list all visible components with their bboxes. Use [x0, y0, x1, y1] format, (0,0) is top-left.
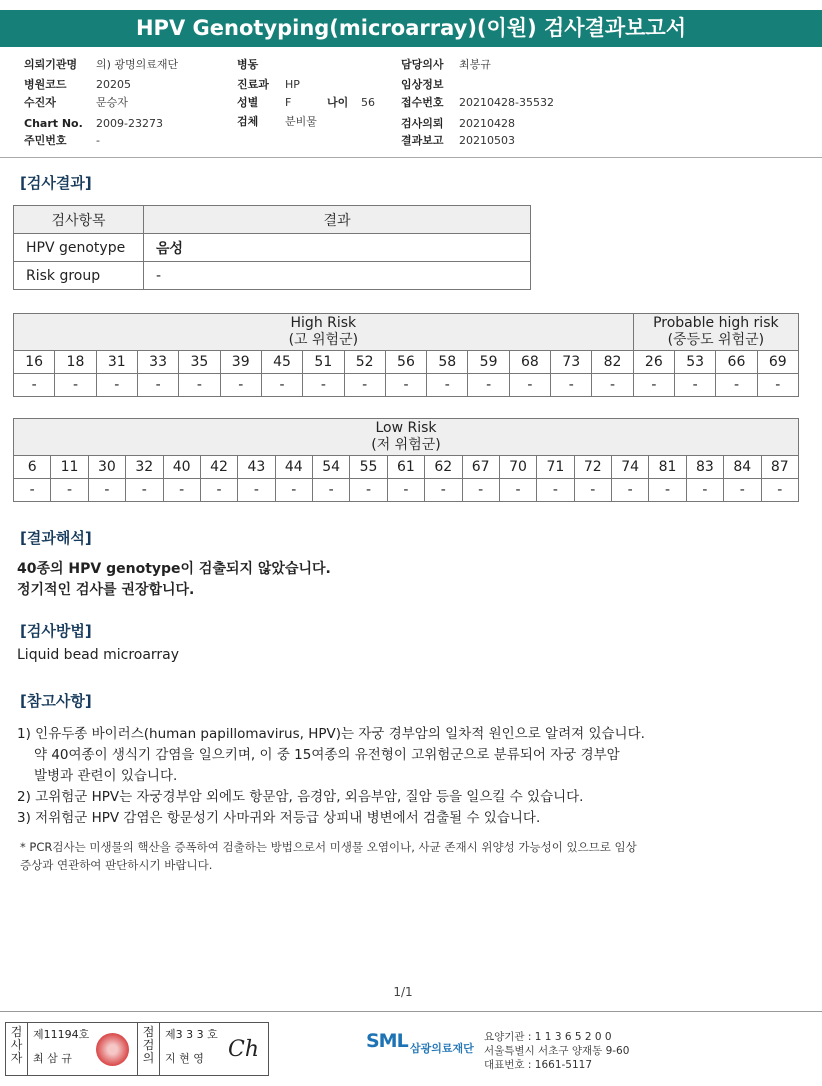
info-item: 임상정보	[401, 78, 444, 91]
interpretation-line: 40종의 HPV genotype이 검출되지 않았습니다.	[17, 561, 331, 577]
hpv-type-cell: 81	[649, 456, 686, 479]
hpv-type-cell: 58	[427, 351, 468, 374]
hpv-result-cell: -	[716, 374, 757, 397]
hpv-result-cell: -	[724, 479, 761, 502]
hpv-type-cell: 82	[592, 351, 633, 374]
hpv-result-cell: -	[509, 374, 550, 397]
result-value: -	[144, 262, 531, 290]
info-item: 검체 분비물	[237, 115, 317, 128]
org-address: 서울특별시 서초구 양재동 9-60	[484, 1045, 630, 1057]
reference-line: 발병과 관련이 있습니다.	[34, 768, 178, 784]
result-value: 음성	[144, 234, 531, 262]
method-text: Liquid bead microarray	[17, 647, 180, 663]
reference-line: 2) 고위험군 HPV는 자궁경부암 외에도 항문암, 음경암, 외음부암, 질암 등을 일으킬 수 있습니다.	[17, 789, 584, 805]
reference-line: 3) 저위험군 HPV 감염은 항문성기 사마귀와 저등급 상피내 병변에서 검출될 수 있습니다.	[17, 810, 541, 826]
hpv-result-cell: -	[649, 479, 686, 502]
hpv-result-cell: -	[468, 374, 509, 397]
signature-box	[5, 1022, 269, 1076]
result-item: Risk group	[14, 262, 144, 290]
hpv-type-cell: 53	[675, 351, 716, 374]
hpv-type-cell: 42	[200, 456, 237, 479]
hpv-type-cell: 84	[724, 456, 761, 479]
hpv-result-cell: -	[51, 479, 88, 502]
table-row	[14, 262, 531, 290]
hpv-result-cell: -	[686, 479, 723, 502]
hpv-type-cell: 66	[716, 351, 757, 374]
column-header: 결과	[144, 206, 531, 234]
info-item: 검사의뢰 20210428	[401, 117, 515, 130]
hpv-type-cell: 83	[686, 456, 723, 479]
hpv-type-cell: 73	[551, 351, 592, 374]
hpv-type-cell: 61	[387, 456, 424, 479]
hpv-result-cell: -	[592, 374, 633, 397]
hpv-type-cell: 44	[275, 456, 312, 479]
info-item: 접수번호 20210428-35532	[401, 96, 554, 109]
hpv-result-cell: -	[499, 479, 536, 502]
hpv-result-cell: -	[385, 374, 426, 397]
column-header: 검사항목	[14, 206, 144, 234]
hpv-result-cell: -	[633, 374, 674, 397]
interpretation-line: 정기적인 검사를 권장합니다.	[17, 582, 195, 598]
hpv-result-cell: -	[14, 374, 55, 397]
hpv-result-cell: -	[126, 479, 163, 502]
interpretation-text	[17, 559, 331, 601]
hpv-result-cell: -	[220, 374, 261, 397]
info-item: 병원코드 20205	[24, 78, 131, 91]
hpv-type-cell: 69	[757, 351, 798, 374]
hpv-result-cell: -	[179, 374, 220, 397]
hpv-result-cell: -	[200, 479, 237, 502]
info-item: 성별 F	[237, 96, 292, 109]
hpv-type-cell: 59	[468, 351, 509, 374]
hpv-type-cell: 74	[612, 456, 649, 479]
hpv-type-cell: 55	[350, 456, 387, 479]
org-code: 요양기관 : 1 1 3 6 5 2 0 0	[484, 1031, 612, 1043]
hpv-type-cell: 51	[303, 351, 344, 374]
hpv-result-cell: -	[757, 374, 798, 397]
hpv-result-cell: -	[238, 479, 275, 502]
hpv-type-cell: 40	[163, 456, 200, 479]
info-item-age: 나이 56	[327, 96, 375, 109]
hpv-result-cell: -	[537, 479, 574, 502]
examiner-info: 제11194호 최 삼 규	[28, 1023, 138, 1075]
hpv-result-cell: -	[88, 479, 125, 502]
hpv-result-cell: -	[350, 479, 387, 502]
info-item: 주민번호 -	[24, 134, 100, 147]
hpv-result-cell: -	[761, 479, 799, 502]
footer-divider	[0, 1011, 822, 1012]
page-number: 1/1	[393, 985, 413, 999]
org-info	[484, 1030, 629, 1072]
hpv-result-cell: -	[344, 374, 385, 397]
hpv-result-cell: -	[427, 374, 468, 397]
hpv-type-cell: 56	[385, 351, 426, 374]
hpv-result-cell: -	[574, 479, 611, 502]
patient-info-panel	[0, 52, 822, 158]
sml-logo-icon: SML	[366, 1030, 408, 1052]
info-item: 진료과 HP	[237, 78, 300, 91]
info-item: 수진자 문승자	[24, 96, 128, 109]
hpv-result-cell: -	[261, 374, 302, 397]
pcr-footnote: * PCR검사는 미생물의 핵산을 증폭하여 검출하는 방법으로서 미생물 오염이나, 사균 존재시 위양성 가능성이 있으므로 임상 증상과 연관하여 판단하시기 바랍니다.	[20, 840, 637, 872]
reference-list	[17, 724, 645, 829]
hpv-type-cell: 39	[220, 351, 261, 374]
result-table	[13, 205, 531, 290]
hpv-type-cell: 70	[499, 456, 536, 479]
org-name: 삼광의료재단	[410, 1042, 474, 1055]
table-row	[14, 234, 531, 262]
hpv-type-cell: 30	[88, 456, 125, 479]
hpv-type-cell: 43	[238, 456, 275, 479]
examiner-label: 검사자	[6, 1023, 28, 1075]
hpv-type-cell: 71	[537, 456, 574, 479]
hpv-type-cell: 62	[425, 456, 462, 479]
hpv-result-cell: -	[137, 374, 178, 397]
org-phone: 대표번호 : 1661-5117	[484, 1059, 593, 1071]
hpv-result-cell: -	[275, 479, 312, 502]
hpv-type-cell: 67	[462, 456, 499, 479]
reference-line: 1) 인유두종 바이러스(human papillomavirus, HPV)는 자궁 경부암의 일차적 원인으로 알려져 있습니다.	[17, 726, 645, 742]
hpv-result-cell: -	[675, 374, 716, 397]
hpv-result-cell: -	[462, 479, 499, 502]
hpv-result-cell: -	[551, 374, 592, 397]
hpv-type-cell: 45	[261, 351, 302, 374]
hpv-result-cell: -	[313, 479, 350, 502]
hpv-result-cell: -	[55, 374, 96, 397]
hpv-result-cell: -	[163, 479, 200, 502]
probable-high-risk-header: Probable high risk (중등도 위험군)	[633, 314, 798, 351]
hpv-type-cell: 33	[137, 351, 178, 374]
info-item: 의뢰기관명 의) 광명의료재단	[24, 58, 179, 71]
hpv-result-cell: -	[612, 479, 649, 502]
table-header-row	[14, 206, 531, 234]
result-item: HPV genotype	[14, 234, 144, 262]
high-risk-header: High Risk (고 위험군)	[14, 314, 634, 351]
section-title-method: [검사방법]	[20, 622, 92, 640]
hpv-result-cell: -	[387, 479, 424, 502]
hpv-result-cell: -	[303, 374, 344, 397]
hpv-type-cell: 11	[51, 456, 88, 479]
checker-label: 점검의	[138, 1023, 160, 1075]
hpv-type-cell: 54	[313, 456, 350, 479]
reference-line: 약 40여종이 생식기 감염을 일으키며, 이 중 15여종의 유전형이 고위험군으로 분류되어 자궁 경부암	[34, 747, 620, 763]
section-title-interpretation: [결과해석]	[20, 529, 92, 547]
high-risk-table	[13, 313, 799, 397]
hpv-result-cell: -	[96, 374, 137, 397]
checker-signature: Ch	[228, 1037, 260, 1062]
hpv-type-cell: 87	[761, 456, 799, 479]
section-title-reference: [참고사항]	[20, 692, 92, 710]
info-item: Chart No. 2009-23273	[24, 117, 163, 130]
section-title-result: [검사결과]	[20, 174, 92, 192]
low-risk-header: Low Risk (저 위험군)	[14, 419, 799, 456]
hpv-type-cell: 18	[55, 351, 96, 374]
hpv-type-cell: 72	[574, 456, 611, 479]
hpv-type-cell: 68	[509, 351, 550, 374]
hpv-type-cell: 16	[14, 351, 55, 374]
low-risk-table	[13, 418, 799, 502]
examiner-seal-icon	[96, 1033, 129, 1066]
hpv-type-cell: 35	[179, 351, 220, 374]
report-title: HPV Genotyping(microarray)(이원) 검사결과보고서	[0, 10, 822, 47]
hpv-type-cell: 52	[344, 351, 385, 374]
hpv-type-cell: 31	[96, 351, 137, 374]
info-item: 병동	[237, 58, 259, 71]
hpv-type-cell: 32	[126, 456, 163, 479]
info-item: 결과보고 20210503	[401, 134, 515, 147]
info-item: 담당의사 최봉규	[401, 58, 491, 71]
hpv-type-cell: 26	[633, 351, 674, 374]
hpv-type-cell: 6	[14, 456, 51, 479]
hpv-result-cell: -	[14, 479, 51, 502]
checker-info: 제3 3 3 호 지 현 영	[165, 1028, 218, 1065]
hpv-result-cell: -	[425, 479, 462, 502]
